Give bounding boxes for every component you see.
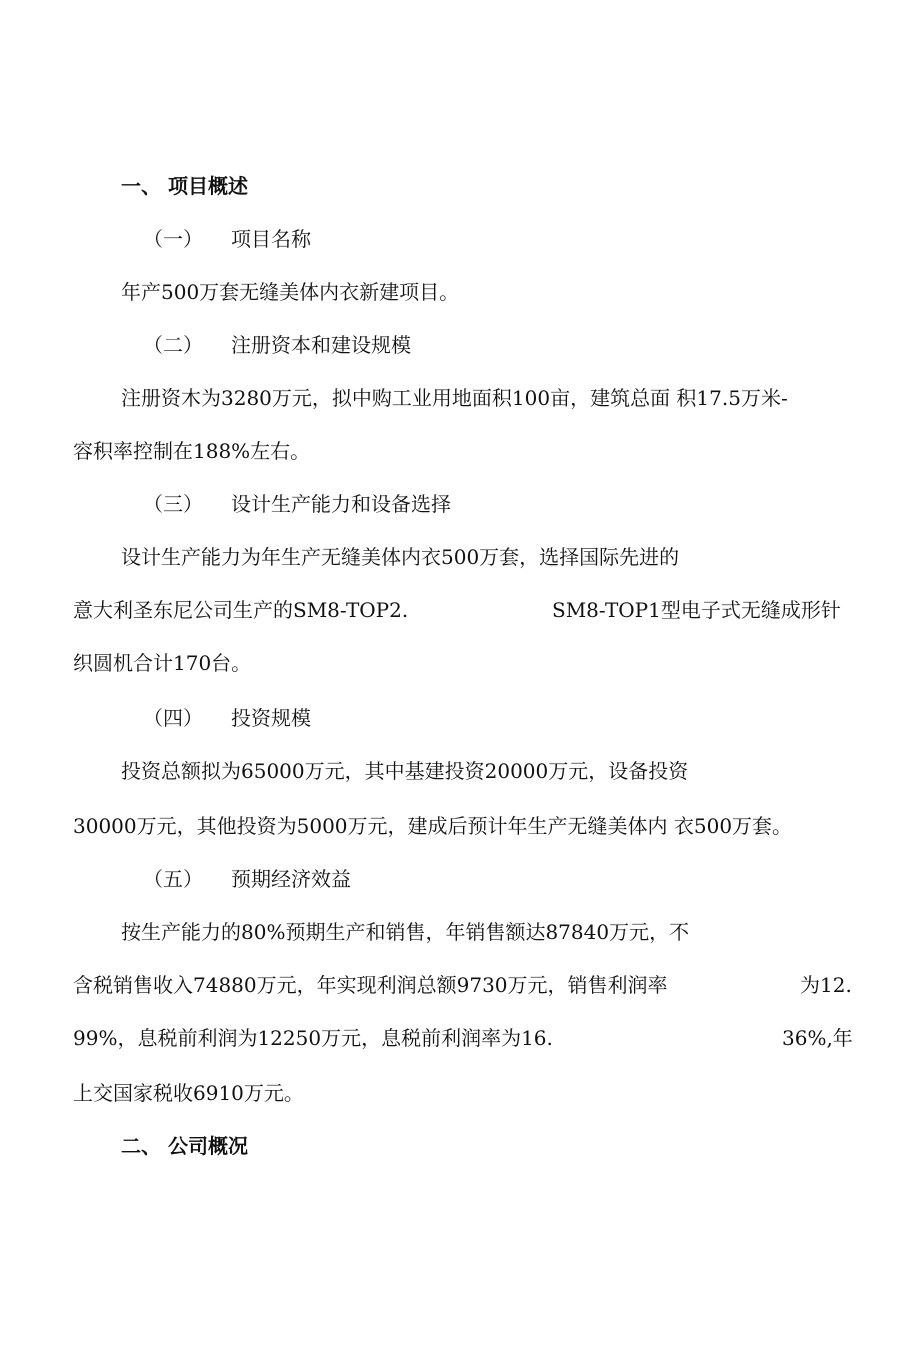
paragraph-capital-line-1: 注册资木为3280万元，拟中购工业用地面积100亩，建筑总面 积17.5万米- xyxy=(121,386,788,410)
subsection-title: 预期经济效益 xyxy=(231,867,351,891)
paragraph-capacity-line-2a: 意大利圣东尼公司生产的SM8-TOP2. xyxy=(73,598,409,622)
subsection-title: 投资规模 xyxy=(231,706,311,730)
subsection-number: （一） xyxy=(143,227,203,251)
paragraph-benefit-line-3a: 99%，息税前利润为12250万元，息税前利润率为16. xyxy=(73,1026,553,1050)
paragraph-project-name: 年产500万套无缝美体内衣新建项目。 xyxy=(121,280,460,304)
paragraph-benefit-line-4: 上交国家税收6910万元。 xyxy=(73,1081,304,1105)
subsection-heading-project-name xyxy=(143,225,311,253)
subsection-heading-capital xyxy=(143,331,411,359)
subsection-title: 设计生产能力和设备选择 xyxy=(231,492,451,516)
subsection-number: （四） xyxy=(143,706,203,730)
paragraph-capital-line-2: 容积率控制在188%左右。 xyxy=(73,439,311,463)
paragraph-benefit-line-2b: 为12. xyxy=(800,973,852,997)
paragraph-benefit-line-2a: 含税销售收入74880万元，年实现利润总额9730万元，销售利润率 xyxy=(73,973,668,997)
subsection-title: 项目名称 xyxy=(231,227,311,251)
paragraph-benefit-line-3b: 36%,年 xyxy=(782,1026,853,1050)
paragraph-capacity-line-2b: SM8-TOP1型电子式无缝成形针 xyxy=(552,598,841,622)
section-heading-overview: 一、 项目概述 xyxy=(121,174,248,198)
subsection-number: （三） xyxy=(143,492,203,516)
paragraph-investment-line-2: 30000万元，其他投资为5000万元，建成后预计年生产无缝美体内 衣500万套。 xyxy=(73,814,793,838)
subsection-heading-capacity xyxy=(143,490,451,518)
paragraph-capacity-line-3: 织圆机合计170台。 xyxy=(73,651,252,675)
paragraph-investment-line-1: 投资总额拟为65000万元，其中基建投资20000万元，设备投资 xyxy=(121,759,689,783)
subsection-number: （五） xyxy=(143,867,203,891)
paragraph-capacity-line-1: 设计生产能力为年生产无缝美体内衣500万套，选择国际先进的 xyxy=(121,545,680,569)
paragraph-benefit-line-1: 按生产能力的80%预期生产和销售，年销售额达87840万元，不 xyxy=(121,920,690,944)
subsection-title: 注册资本和建设规模 xyxy=(231,333,411,357)
subsection-heading-benefit xyxy=(143,865,351,893)
subsection-number: （二） xyxy=(143,333,203,357)
subsection-heading-investment xyxy=(143,704,311,732)
section-heading-company: 二、 公司概况 xyxy=(121,1134,248,1158)
